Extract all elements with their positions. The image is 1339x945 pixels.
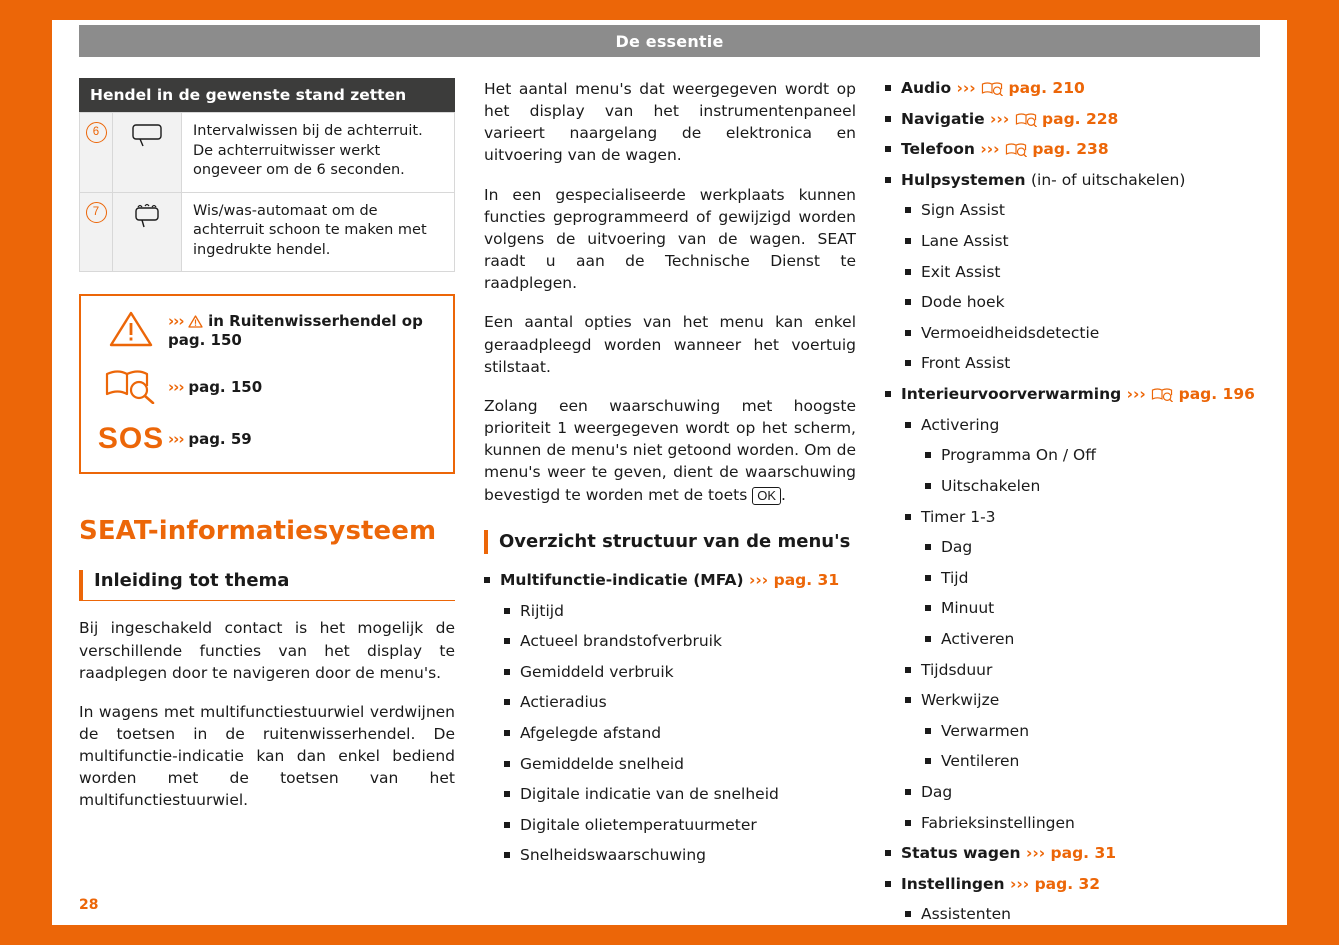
warning-triangle-inline-icon <box>188 315 203 328</box>
list-item: Lane Assist <box>905 231 1263 252</box>
column-middle <box>484 78 856 876</box>
list-item: Assistenten <box>905 904 1263 925</box>
rear-wiper-glyph <box>130 122 164 148</box>
list-item: Programma On / Off <box>925 445 1263 466</box>
reference-row-text <box>168 430 252 450</box>
position-number: 7 <box>86 202 107 223</box>
paragraph: In wagens met multifunctiestuurwiel verdwijnen de toetsen in de ruitenwisserhendel. De multifunctie-indicatie kan dan enkel bediend worden met de toetsen van het multifunctiestuurwiel. <box>79 702 455 810</box>
page-header-title: De essentie <box>615 31 724 51</box>
menu-overview-title: Overzicht structuur van de menu's <box>484 530 856 554</box>
book-magnifier-icon <box>1005 142 1027 157</box>
list-item: Vermoeidheidsdetectie <box>905 323 1263 344</box>
list-item: Activering <box>905 415 1263 436</box>
reference-row-book <box>94 366 440 408</box>
list-item: Snelheidswaarschuwing <box>504 845 856 866</box>
list-item: Gemiddelde snelheid <box>504 754 856 775</box>
position-number: 6 <box>86 122 107 143</box>
column-right <box>885 78 1263 935</box>
menu-item-label: Instellingen <box>901 874 1005 893</box>
page-header-bar <box>79 25 1260 57</box>
chevron-icon: ››› <box>168 377 184 396</box>
rear-washer-icon <box>113 192 182 272</box>
list-item: Activeren <box>925 629 1263 650</box>
ok-key-icon: OK <box>752 487 781 505</box>
chevron-icon: ››› <box>1025 844 1046 863</box>
page-reference: pag. 196 <box>1178 385 1255 404</box>
paragraph: Het aantal menu's dat weergegeven wordt op het display van het instrumentenpaneel varieert naargelang de elektronica en uitvoering van de wagen. <box>484 80 856 165</box>
sos-icon: SOS <box>97 422 165 456</box>
paragraph: In een gespecialiseerde werkplaats kunnen functies geprogrammeerd of gewijzigd worden volgens de uitvoering van de wagen. SEAT raadt u aan de Technische Dienst te raadplegen. <box>484 185 856 293</box>
page-reference: pag. 31 <box>1050 844 1117 863</box>
list-item: Werkwijze <box>905 690 1263 711</box>
list-item: Afgelegde afstand <box>504 723 856 744</box>
subsection-title: Inleiding tot thema <box>79 570 455 601</box>
reference-row-label: pag. 59 <box>188 429 252 448</box>
list-item: Digitale olietemperatuurmeter <box>504 815 856 836</box>
menu-structure-list-left <box>484 570 856 866</box>
menu-item-label: Hulpsystemen <box>901 170 1026 189</box>
manual-page <box>52 20 1287 925</box>
list-item: Uitschakelen <box>925 476 1263 497</box>
table-row-number-cell <box>80 192 113 272</box>
list-item: Sign Assist <box>905 200 1263 221</box>
chevron-icon: ››› <box>990 109 1010 128</box>
list-item: Dode hoek <box>905 292 1263 313</box>
list-item: Front Assist <box>905 353 1263 374</box>
menu-item-label: Status wagen <box>901 844 1021 863</box>
list-item <box>885 384 1263 405</box>
list-item <box>885 139 1263 160</box>
menu-item-label: Audio <box>901 79 952 97</box>
column-left <box>79 78 455 829</box>
rear-wiper-icon <box>113 113 182 193</box>
list-item: Dag <box>905 782 1263 803</box>
list-item: Actueel brandstofverbruik <box>504 631 856 652</box>
list-item: Minuut <box>925 598 1263 619</box>
table-title: Hendel in de gewenste stand zetten <box>79 78 455 112</box>
page-reference: pag. 32 <box>1034 874 1101 893</box>
list-item: Tijd <box>925 568 1263 589</box>
menu-item-label: Multifunctie-indicatie (MFA) <box>500 570 744 589</box>
page-reference: pag. 31 <box>773 570 840 589</box>
chevron-icon: ››› <box>168 429 184 448</box>
list-item: Timer 1-3 <box>905 507 1263 528</box>
list-item: Rijtijd <box>504 601 856 622</box>
book-magnifier-icon <box>1015 112 1037 127</box>
reference-row-text <box>168 378 262 398</box>
list-item <box>885 78 1263 99</box>
reference-box <box>79 294 455 474</box>
list-item <box>885 843 1263 864</box>
list-item: Fabrieksinstellingen <box>905 813 1263 834</box>
list-item: Ventileren <box>925 751 1263 772</box>
page-reference: pag. 228 <box>1042 109 1119 128</box>
reference-row-sos <box>94 422 440 456</box>
reference-row-warning <box>94 310 440 352</box>
page-number: 28 <box>79 897 99 913</box>
menu-item-label: Navigatie <box>901 109 985 128</box>
table-row <box>80 192 455 272</box>
paragraph-text-before: Zolang een waarschuwing met hoogste prioriteit 1 weergegeven wordt op het scherm, kunnen de menu's niet getoond worden. Om de menu's weer te geven, dient de waarschuwing bevestigd te worden met de toets <box>484 396 856 504</box>
book-magnifier-icon <box>981 81 1003 96</box>
section-title: SEAT-informatiesysteem <box>79 516 437 547</box>
table-row-number-cell <box>80 113 113 193</box>
reference-row-label: pag. 150 <box>188 377 263 396</box>
chevron-icon: ››› <box>749 570 769 589</box>
menu-item-label: Telefoon <box>901 140 975 159</box>
table-row <box>80 113 455 193</box>
warning-triangle-icon <box>94 310 168 352</box>
paragraph-with-key <box>484 395 856 506</box>
list-item <box>885 109 1263 130</box>
chevron-icon: ››› <box>168 311 184 330</box>
reference-row-label: in Ruitenwisserhendel op pag. 150 <box>168 311 423 350</box>
book-magnifier-icon <box>94 366 168 408</box>
book-magnifier-glyph <box>103 366 159 404</box>
list-item <box>885 874 1263 895</box>
list-item <box>484 570 856 591</box>
chevron-icon: ››› <box>980 140 1000 159</box>
menu-item-suffix: (in- of uitschakelen) <box>1031 170 1186 189</box>
book-magnifier-icon <box>1151 387 1173 402</box>
menu-structure-list-right <box>885 78 1263 925</box>
chevron-icon: ››› <box>1126 385 1146 404</box>
list-item <box>885 170 1263 191</box>
menu-item-label: Interieurvoorverwarming <box>901 385 1122 404</box>
reference-row-text <box>168 312 440 351</box>
table-cell-text: Intervalwissen bij de achterruit. De achterruitwisser werkt ongeveer om de 6 seconden. <box>182 113 455 193</box>
list-item: Tijdsduur <box>905 660 1263 681</box>
page-reference: pag. 238 <box>1032 140 1109 159</box>
table-cell-text: Wis/was-automaat om de achterruit schoon te maken met ingedrukte hendel. <box>182 192 455 272</box>
list-item: Exit Assist <box>905 262 1263 283</box>
rear-washer-glyph <box>130 202 164 230</box>
warning-triangle-glyph <box>109 310 153 348</box>
paragraph: Bij ingeschakeld contact is het mogelijk de verschillende functies van het display te raadplegen door te navigeren door de menu's. <box>79 619 455 682</box>
list-item: Verwarmen <box>925 721 1263 742</box>
page-reference: pag. 210 <box>1008 79 1085 97</box>
chevron-icon: ››› <box>956 79 976 97</box>
paragraph: Een aantal opties van het menu kan enkel geraadpleegd worden wanneer het voertuig stilstaat. <box>484 313 856 376</box>
list-item: Actieradius <box>504 692 856 713</box>
list-item: Digitale indicatie van de snelheid <box>504 784 856 805</box>
lever-positions-table <box>79 112 455 272</box>
list-item: Dag <box>925 537 1263 558</box>
chevron-icon: ››› <box>1009 874 1030 893</box>
list-item: Gemiddeld verbruik <box>504 662 856 683</box>
paragraph-text-after: . <box>781 485 786 504</box>
